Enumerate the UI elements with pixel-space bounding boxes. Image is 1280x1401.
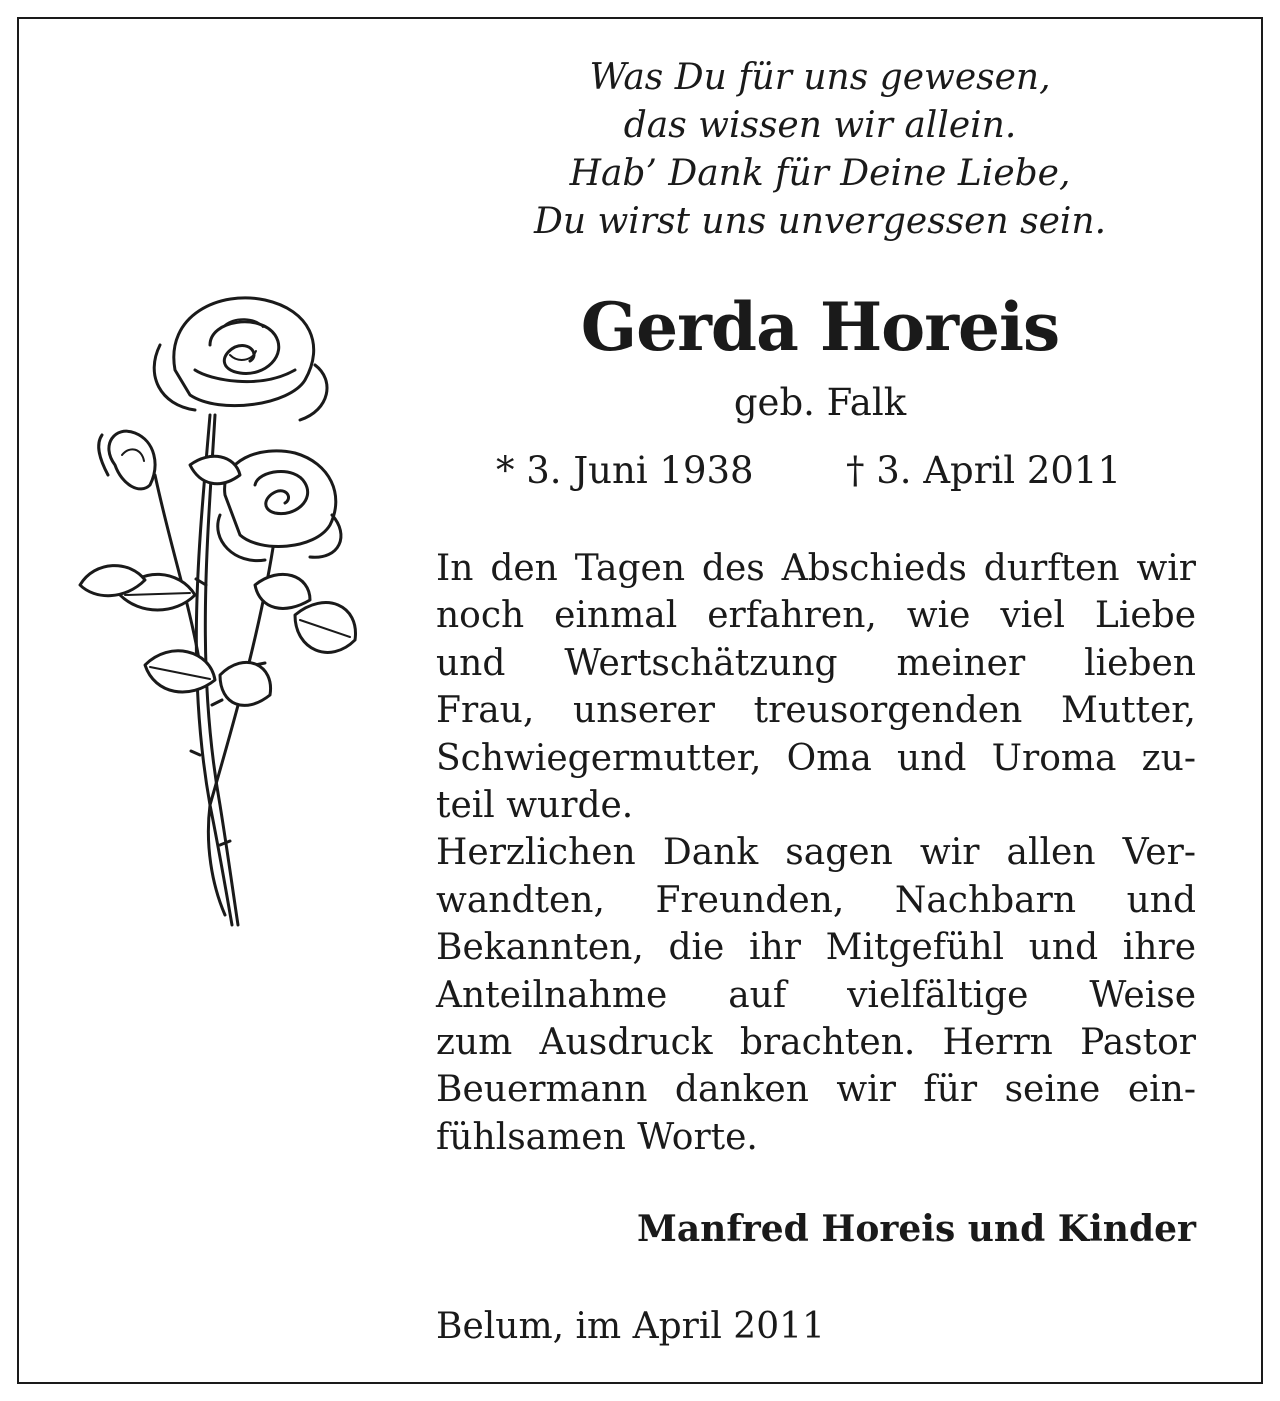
- message-line: wandten, Freunden, Nachbarn und: [436, 879, 1196, 921]
- message-line: fühlsamen Worte.: [436, 1116, 758, 1158]
- message-line: teil wurde.: [436, 784, 634, 826]
- message-line: Frau, unserer treusorgenden Mutter,: [436, 690, 1196, 732]
- maiden-name: geb. Falk: [733, 381, 907, 424]
- place-and-date: Belum, im April 2011: [436, 1306, 825, 1347]
- message-line: Schwiegermutter, Oma und Uroma zu-: [436, 737, 1196, 779]
- message-line: noch einmal erfahren, wie viel Liebe: [436, 595, 1196, 637]
- poem-line: Hab’ Dank für Deine Liebe,: [569, 153, 1071, 194]
- message-line: zum Ausdruck brachten. Herrn Pastor: [436, 1021, 1196, 1063]
- rose-illustration-icon: [60, 285, 380, 935]
- message-line: und Wertschätzung meiner lieben: [436, 642, 1196, 684]
- message-line: Bekannten, die ihr Mitgefühl und ihre: [436, 927, 1196, 969]
- thank-you-message: [436, 545, 1196, 1161]
- poem-line: Du wirst uns unvergessen sein.: [533, 201, 1107, 242]
- death-date: † 3. April 2011: [846, 449, 1122, 492]
- message-line: In den Tagen des Abschieds durften wir: [436, 548, 1196, 589]
- poem-line: das wissen wir allein.: [623, 105, 1017, 146]
- birth-date: * 3. Juni 1938: [496, 449, 754, 492]
- deceased-name: Gerda Horeis: [580, 288, 1060, 366]
- poem-line: Was Du für uns gewesen,: [589, 57, 1051, 98]
- message-line: Herzlichen Dank sagen wir allen Ver-: [436, 832, 1196, 874]
- signature: Manfred Horeis und Kinder: [636, 1208, 1196, 1250]
- memorial-poem: [500, 54, 1140, 246]
- message-line: Beuermann danken wir für seine ein-: [436, 1069, 1196, 1111]
- message-line: Anteilnahme auf vielfältige Weise: [436, 974, 1196, 1016]
